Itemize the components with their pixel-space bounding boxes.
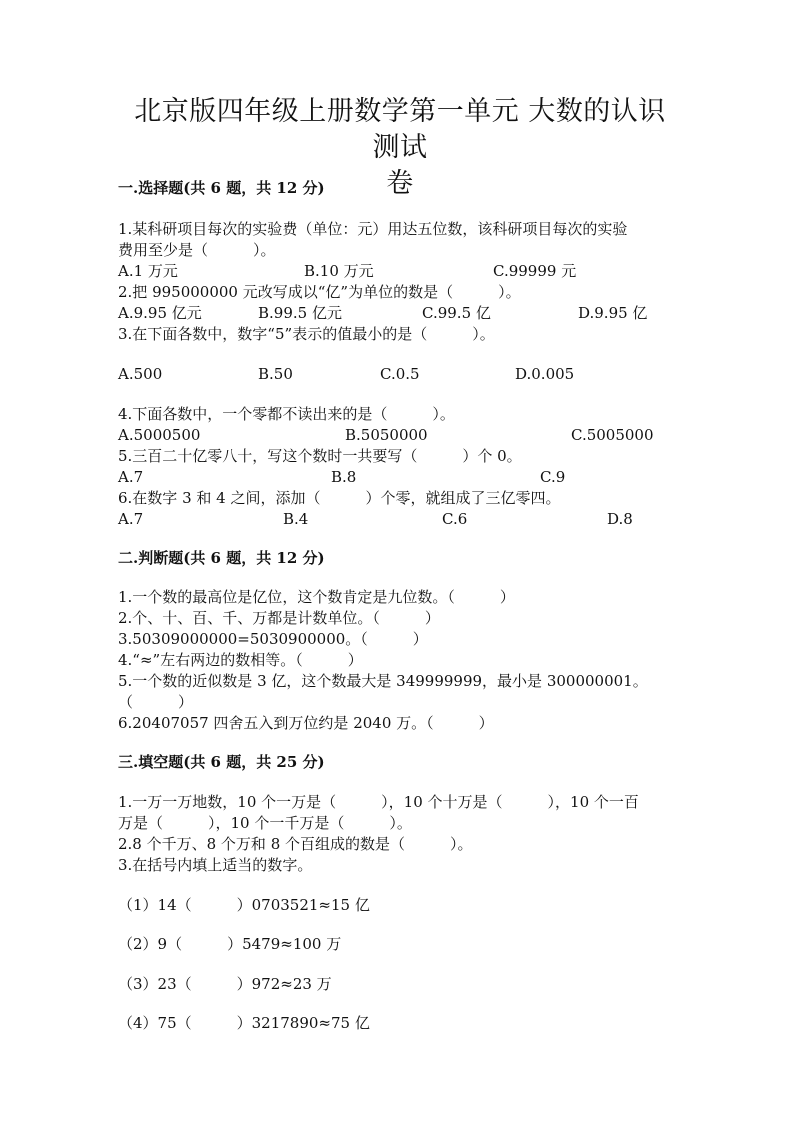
fill-question-3-item-1: （1）14（ ）0703521≈15 亿 xyxy=(118,896,370,914)
question-6-option-a: A.7 xyxy=(118,510,144,528)
question-5-option-a: A.7 xyxy=(118,468,144,486)
question-2-text: 2.把 995000000 元改写成以“亿”为单位的数是（ ）。 xyxy=(118,283,521,301)
fill-question-1-text: 1.一万一万地数，10 个一万是（ ），10 个十万是（ ），10 个一百 xyxy=(118,793,639,811)
title-line-2: 卷 xyxy=(386,168,414,199)
fill-question-2-text: 2.8 个千万、8 个万和 8 个百组成的数是（ ）。 xyxy=(118,835,473,853)
question-3-option-c: C.0.5 xyxy=(380,365,420,383)
fill-question-1-text-cont: 万是（ ），10 个一千万是（ ）。 xyxy=(118,814,412,832)
question-2-option-c: C.99.5 亿 xyxy=(422,304,491,322)
section-heading-choice: 一.选择题(共 6 题，共 12 分) xyxy=(118,179,325,197)
question-6-option-c: C.6 xyxy=(442,510,468,528)
judgement-item-3: 3.50309000000=5030900000。（ ） xyxy=(118,630,428,648)
question-3-option-d: D.0.005 xyxy=(515,365,575,383)
section-heading-fill: 三.填空题(共 6 题，共 25 分) xyxy=(118,753,325,771)
question-1-option-a: A.1 万元 xyxy=(118,262,178,280)
judgement-item-4: 4.“≈”左右两边的数相等。（ ） xyxy=(118,651,363,669)
judgement-item-1: 1.一个数的最高位是亿位，这个数肯定是九位数。（ ） xyxy=(118,588,515,606)
title-line-1: 北京版四年级上册数学第一单元 大数的认识 测试 xyxy=(134,96,666,163)
fill-question-3-item-3: （3）23（ ）972≈23 万 xyxy=(118,975,332,993)
question-6-option-d: D.8 xyxy=(607,510,633,528)
fill-question-3-item-4: （4）75（ ）3217890≈75 亿 xyxy=(118,1014,370,1032)
fill-question-3-text: 3.在括号内填上适当的数字。 xyxy=(118,856,313,874)
question-4-option-c: C.5005000 xyxy=(571,426,654,444)
question-3-option-b: B.50 xyxy=(258,365,293,383)
judgement-item-5-cont: （ ） xyxy=(118,693,194,711)
fill-question-3-item-2: （2）9（ ）5479≈100 万 xyxy=(118,935,342,953)
question-2-option-b: B.99.5 亿元 xyxy=(258,304,342,322)
question-4-option-b: B.5050000 xyxy=(345,426,428,444)
question-2-option-a: A.9.95 亿元 xyxy=(118,304,202,322)
question-5-option-b: B.8 xyxy=(331,468,357,486)
judgement-item-6: 6.20407057 四舍五入到万位约是 2040 万。（ ） xyxy=(118,714,494,732)
question-1-text: 1.某科研项目每次的实验费（单位：元）用达五位数，该科研项目每次的实验 xyxy=(118,220,628,238)
question-4-text: 4.下面各数中，一个零都不读出来的是（ ）。 xyxy=(118,405,455,423)
question-5-text: 5.三百二十亿零八十，写这个数时一共要写（ ）个 0。 xyxy=(118,447,522,465)
question-6-option-b: B.4 xyxy=(283,510,309,528)
question-1-option-c: C.99999 元 xyxy=(493,262,577,280)
question-2-option-d: D.9.95 亿 xyxy=(578,304,648,322)
question-3-text: 3.在下面各数中，数字“5”表示的值最小的是（ ）。 xyxy=(118,325,495,343)
judgement-item-2: 2.个、十、百、千、万都是计数单位。（ ） xyxy=(118,609,440,627)
section-heading-judgement: 二.判断题(共 6 题，共 12 分) xyxy=(118,549,325,567)
question-1-option-b: B.10 万元 xyxy=(304,262,374,280)
judgement-item-5: 5.一个数的近似数是 3 亿，这个数最大是 349999999，最小是 300000001。 xyxy=(118,672,648,690)
question-4-option-a: A.5000500 xyxy=(118,426,201,444)
question-5-option-c: C.9 xyxy=(540,468,566,486)
question-6-text: 6.在数字 3 和 4 之间，添加（ ）个零，就组成了三亿零四。 xyxy=(118,489,561,507)
question-1-text-cont: 费用至少是（ ）。 xyxy=(118,241,276,259)
question-3-option-a: A.500 xyxy=(118,365,163,383)
